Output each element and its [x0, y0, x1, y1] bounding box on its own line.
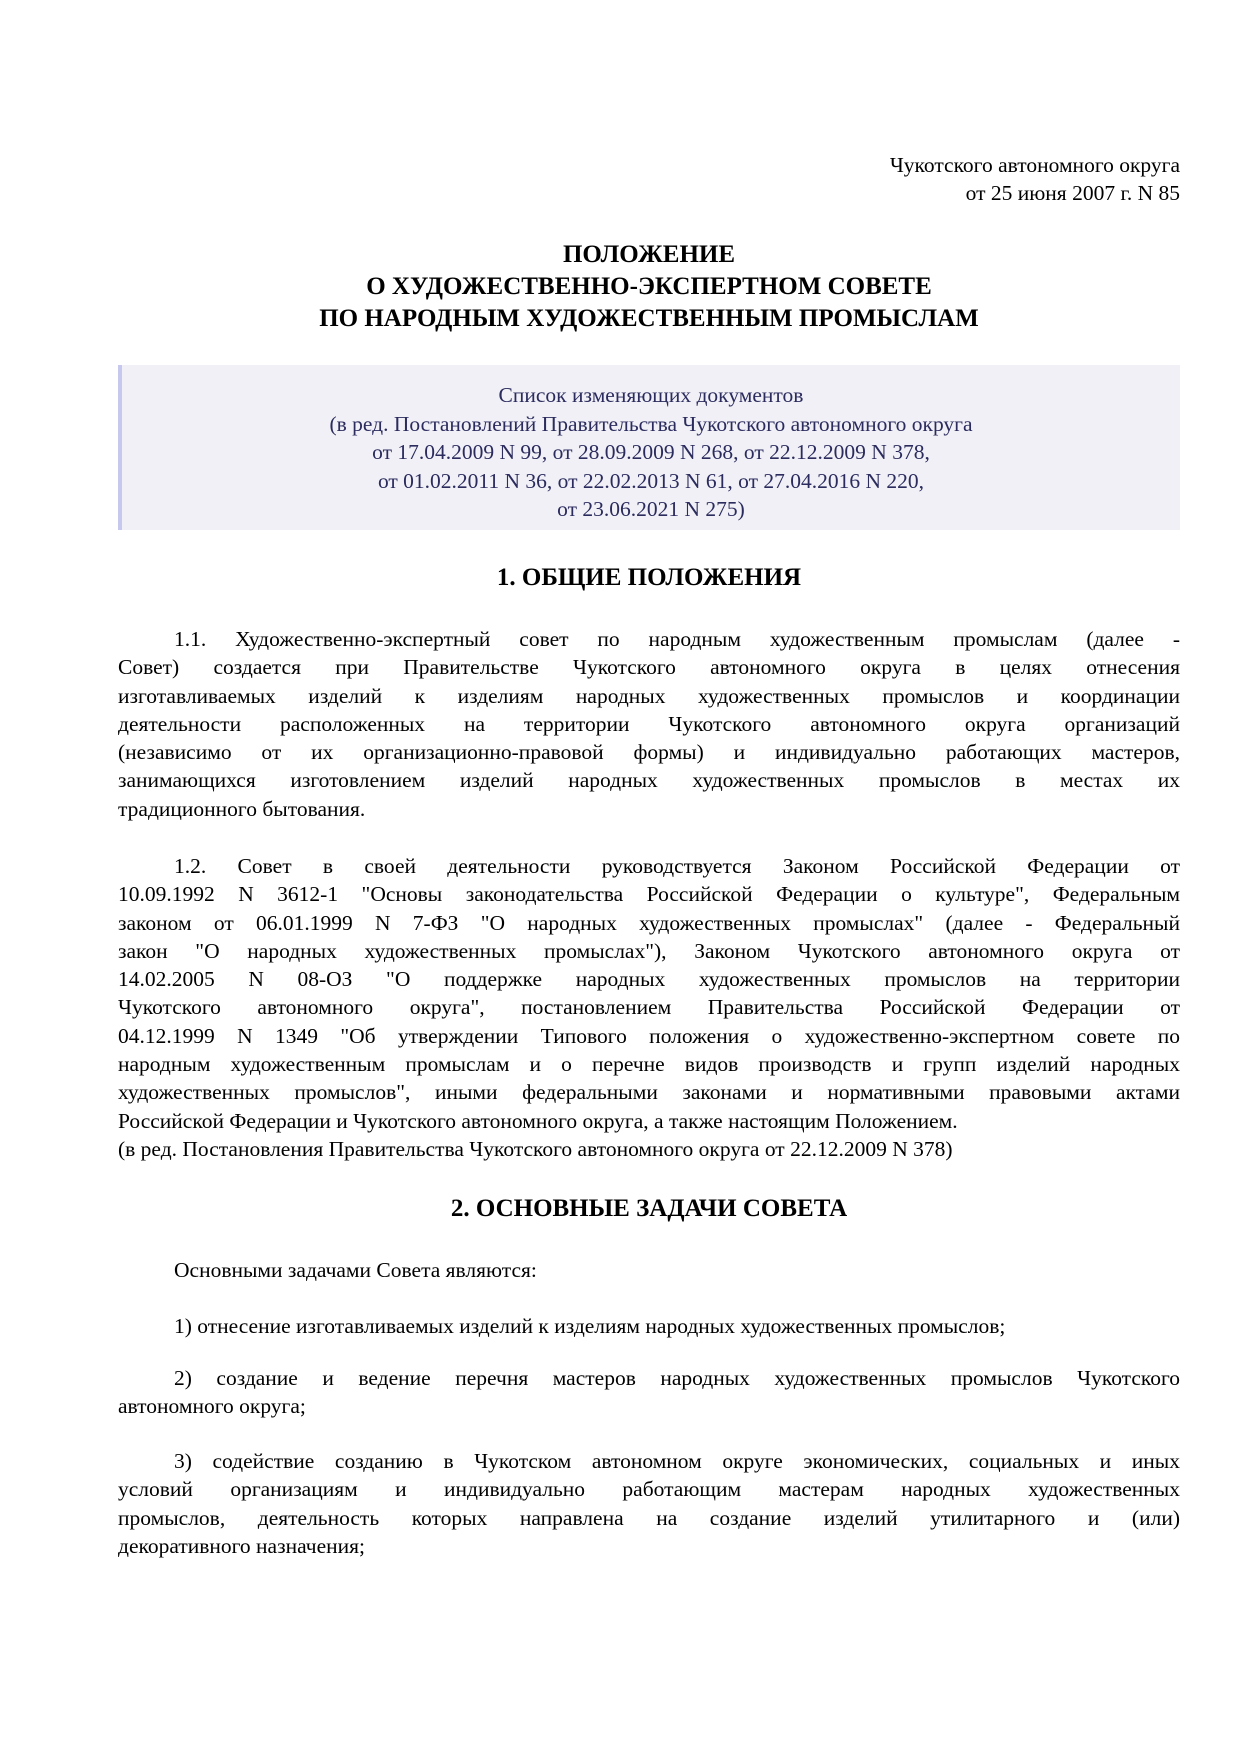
- text-line: автономного округа;: [118, 1394, 306, 1419]
- text-line: Российской Федерации и Чукотского автономного округа, а также настоящим Положением.: [118, 1108, 958, 1133]
- task-item-2: [118, 1364, 1180, 1421]
- section-1-heading: 1. ОБЩИЕ ПОЛОЖЕНИЯ: [496, 564, 802, 591]
- title-line: О ХУДОЖЕСТВЕННО-ЭКСПЕРТНОМ СОВЕТЕ: [366, 273, 932, 300]
- amendments-line: от 17.04.2009 N 99, от 28.09.2009 N 268, от 22.12.2009 N 378,: [372, 440, 930, 464]
- header-line: Чукотского автономного округа: [889, 153, 1180, 177]
- text-line: занимающихся изготовлением изделий народных художественных промыслов в местах их: [118, 768, 1180, 793]
- text-line: декоративного назначения;: [118, 1533, 365, 1558]
- text-line: народным художественным промыслам и о перечне видов производств и групп изделий народных: [118, 1052, 1180, 1077]
- text-line: 3) содействие созданию в Чукотском автономном округе экономических, социальных и иных: [174, 1449, 1180, 1473]
- text-line: законом от 06.01.1999 N 7-ФЗ "О народных художественных промыслах" (далее - Федеральный: [118, 910, 1180, 935]
- amendments-box: [118, 365, 1180, 530]
- section-2-heading: 2. ОСНОВНЫЕ ЗАДАЧИ СОВЕТА: [450, 1195, 848, 1222]
- title-line: ПОЛОЖЕНИЕ: [562, 241, 736, 268]
- text-line: 10.09.1992 N 3612-1 "Основы законодательства Российской Федерации о культуре", Федеральным: [118, 882, 1180, 907]
- document-title: [118, 239, 1180, 335]
- text-line: 14.02.2005 N 08-ОЗ "О поддержке народных художественных промыслов на территории: [118, 967, 1180, 992]
- text-line: (независимо от их организационно-правовой формы) и индивидуально работающих мастеров,: [118, 740, 1180, 765]
- text-line: деятельности расположенных на территории Чукотского автономного округа организаций: [118, 711, 1180, 736]
- amendment-note: (в ред. Постановления Правительства Чукотского автономного округа от 22.12.2009 N 378): [118, 1136, 953, 1161]
- text-line: 1.1. Художественно-экспертный совет по народным художественным промыслам (далее -: [174, 627, 1180, 651]
- text-line: условий организациям и индивидуально работающим мастерам народных художественных: [118, 1477, 1180, 1502]
- task-item-3: [118, 1447, 1180, 1560]
- amendments-title: Список изменяющих документов: [498, 383, 804, 407]
- text-line: Совет) создается при Правительстве Чукотского автономного округа в целях отнесения: [118, 655, 1180, 680]
- section-2-intro: Основными задачами Совета являются:: [174, 1258, 537, 1282]
- amendments-line: от 23.06.2021 N 275): [557, 497, 745, 521]
- task-item-1: 1) отнесение изготавливаемых изделий к изделиям народных художественных промыслов;: [174, 1314, 1006, 1338]
- title-line: ПО НАРОДНЫМ ХУДОЖЕСТВЕННЫМ ПРОМЫСЛАМ: [319, 305, 979, 332]
- amendments-line: (в ред. Постановлений Правительства Чукотского автономного округа: [329, 411, 973, 436]
- document-header: [118, 151, 1180, 207]
- text-line: 04.12.1999 N 1349 "Об утверждении Типового положения о художественно-экспертном совете по: [118, 1023, 1180, 1048]
- text-line: Чукотского автономного округа", постановлением Правительства Российской Федерации от: [118, 995, 1180, 1020]
- text-line: изготавливаемых изделий к изделиям народных художественных промыслов и координации: [118, 683, 1180, 708]
- amendments-line: от 01.02.2011 N 36, от 22.02.2013 N 61, от 27.04.2016 N 220,: [377, 468, 925, 493]
- text-line: промыслов, деятельность которых направлена на создание изделий утилитарного и (или): [118, 1505, 1180, 1530]
- header-line: от 25 июня 2007 г. N 85: [965, 181, 1180, 205]
- paragraph-1-1: [118, 625, 1180, 823]
- paragraph-1-2: [118, 852, 1180, 1163]
- text-line: художественных промыслов", иными федеральными законами и нормативными правовыми актами: [118, 1080, 1180, 1105]
- text-line: 1.2. Совет в своей деятельности руководствуется Законом Российской Федерации от: [174, 854, 1180, 878]
- text-line: традиционного бытования.: [118, 796, 366, 821]
- text-line: закон "О народных художественных промыслах"), Законом Чукотского автономного округа от: [118, 938, 1180, 963]
- text-line: 2) создание и ведение перечня мастеров народных художественных промыслов Чукотского: [174, 1366, 1180, 1390]
